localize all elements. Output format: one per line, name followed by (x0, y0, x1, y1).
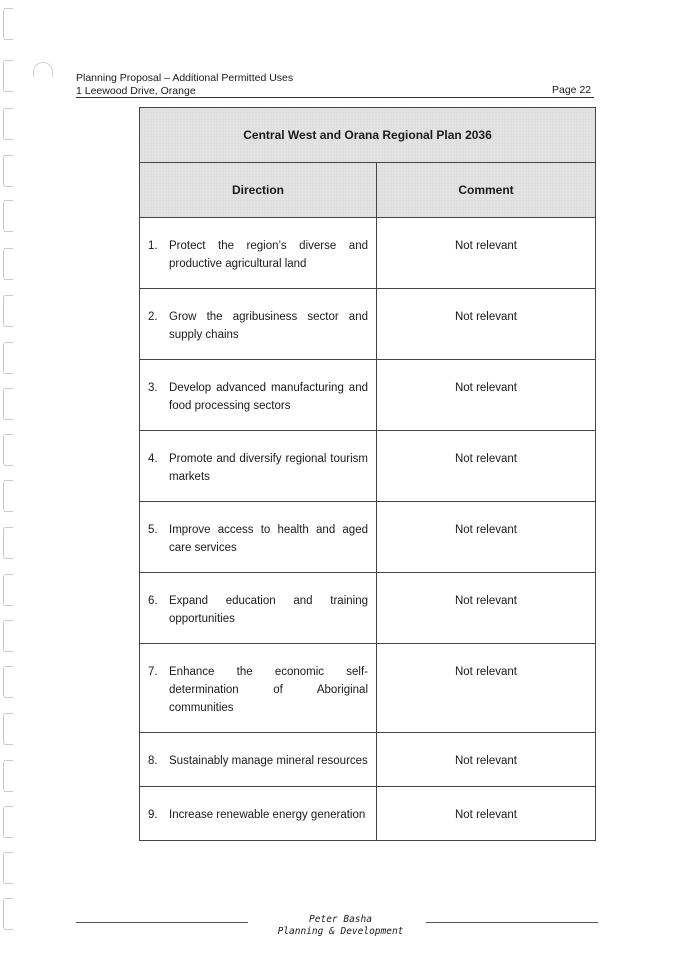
comment-cell: Not relevant (377, 431, 596, 502)
table-row (140, 644, 596, 733)
column-header-comment: Comment (377, 163, 596, 218)
direction-text: Increase renewable energy generation (169, 809, 366, 821)
table-row (140, 733, 596, 787)
direction-text: Grow the agribusiness sector and supply chains (169, 311, 368, 341)
direction-cell (140, 573, 377, 644)
direction-cell (140, 218, 377, 289)
comment-cell: Not relevant (377, 644, 596, 733)
document-title: Planning Proposal – Additional Permitted Uses (76, 72, 294, 84)
direction-text: Develop advanced manufacturing and food processing sectors (169, 382, 368, 412)
direction-text: Improve access to health and aged care services (169, 524, 368, 554)
table-title-row (140, 108, 596, 163)
row-number: 5. (148, 524, 158, 536)
row-number: 3. (148, 382, 158, 394)
page-number: Page 22 (552, 84, 592, 96)
header-rule (76, 97, 594, 98)
table-row (140, 360, 596, 431)
table-row (140, 431, 596, 502)
row-number: 6. (148, 595, 158, 607)
footer-author: Peter Basha (309, 914, 372, 925)
comment-cell: Not relevant (377, 289, 596, 360)
table-row (140, 502, 596, 573)
table-header-row (140, 163, 596, 218)
direction-cell (140, 431, 377, 502)
row-number: 2. (148, 311, 158, 323)
comment-cell: Not relevant (377, 733, 596, 787)
row-number: 9. (148, 809, 158, 821)
comment-cell: Not relevant (377, 502, 596, 573)
row-number: 8. (148, 755, 158, 767)
direction-text: Expand education and training opportunities (169, 595, 368, 625)
comment-cell: Not relevant (377, 787, 596, 841)
direction-cell (140, 733, 377, 787)
direction-cell (140, 502, 377, 573)
column-header-direction: Direction (140, 163, 377, 218)
row-number: 4. (148, 453, 158, 465)
direction-cell (140, 289, 377, 360)
direction-text: Sustainably manage mineral resources (169, 755, 368, 767)
comment-cell: Not relevant (377, 218, 596, 289)
table-title: Central West and Orana Regional Plan 2036 (140, 108, 596, 163)
page-footer (0, 914, 681, 938)
direction-cell (140, 644, 377, 733)
table-row (140, 573, 596, 644)
table-row (140, 289, 596, 360)
direction-cell (140, 787, 377, 841)
comment-cell: Not relevant (377, 360, 596, 431)
row-number: 1. (148, 240, 158, 252)
direction-text: Enhance the economic self-determination of Aboriginal communities (169, 666, 368, 714)
site-address: 1 Leewood Drive, Orange (76, 85, 196, 97)
table-row (140, 218, 596, 289)
comment-cell: Not relevant (377, 573, 596, 644)
page-header (76, 72, 293, 98)
footer-company: Planning & Development (277, 926, 404, 937)
direction-cell (140, 360, 377, 431)
regional-plan-table (139, 107, 596, 841)
table-row (140, 787, 596, 841)
punch-hole-mark (33, 62, 53, 77)
direction-text: Protect the region’s diverse and productive agricultural land (169, 240, 368, 270)
row-number: 7. (148, 666, 158, 678)
direction-text: Promote and diversify regional tourism markets (169, 453, 368, 483)
